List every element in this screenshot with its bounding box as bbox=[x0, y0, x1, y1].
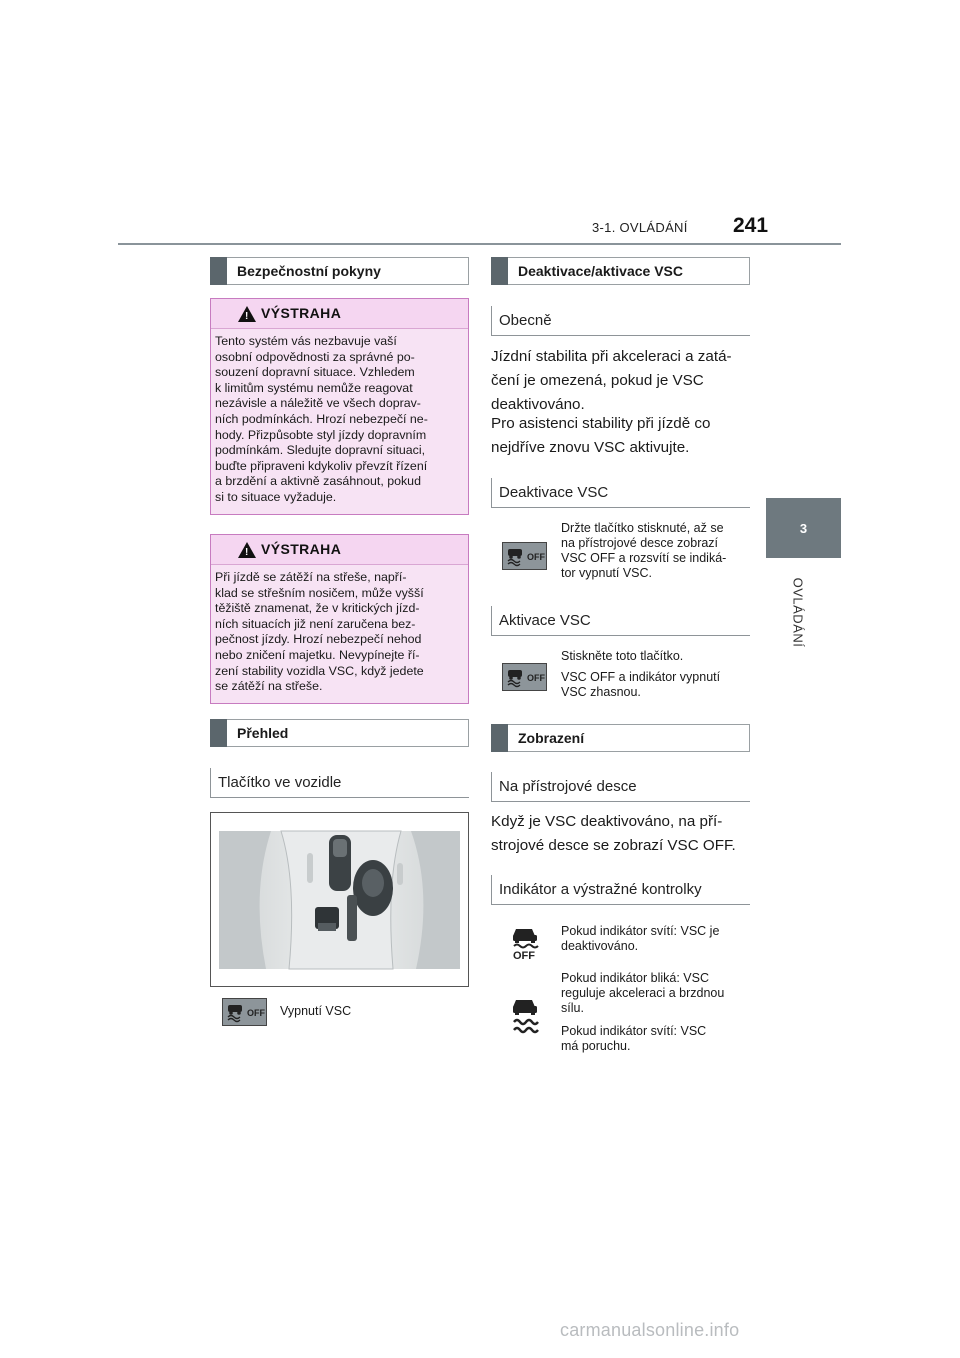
section-deactivation bbox=[491, 257, 750, 285]
section-marker bbox=[491, 724, 508, 752]
warning-title: VÝSTRAHA bbox=[261, 305, 342, 321]
warning-title: VÝSTRAHA bbox=[261, 541, 342, 557]
section-marker bbox=[210, 257, 227, 285]
section-safety bbox=[210, 257, 469, 285]
header-rule bbox=[118, 243, 841, 245]
warning-box-1 bbox=[210, 298, 469, 515]
section-marker bbox=[210, 719, 227, 747]
chapter-number: 3 bbox=[799, 520, 808, 536]
warning-header bbox=[211, 535, 468, 565]
chapter-tab bbox=[766, 498, 841, 558]
section-title: Deaktivace/aktivace VSC bbox=[518, 263, 683, 279]
section-display bbox=[491, 724, 750, 752]
svg-text:OFF: OFF bbox=[247, 1008, 265, 1018]
subsection-title: Indikátor a výstražné kontrolky bbox=[499, 881, 702, 898]
subsection-title: Tlačítko ve vozidle bbox=[218, 774, 342, 791]
subsection-title: Na přístrojové desce bbox=[499, 778, 637, 795]
activate-text-1: Stiskněte toto tlačítko. bbox=[561, 649, 684, 663]
subsection-deactivate bbox=[491, 478, 750, 508]
warning-text: Tento systém vás nezbavuje vaší osobní odpovědnosti za správné po- souzení dopravní situace. Vzhledem k limitům systému nemůže reagovat nezávisle a náležitě ve všech doprav- ních podmínkách. Hrozí nebezpečí ne- hody. Přizpůsobte styl jízdy dopravním podmínkám. Sledujte dopravní situaci, buďte připraveni kdykoliv převzít řízení a brzdění a aktivně zasáhnout, pokud si to situace vyžaduje. bbox=[215, 334, 428, 504]
subsection-title: Deaktivace VSC bbox=[499, 484, 609, 501]
subsection-title: Obecně bbox=[499, 312, 552, 329]
section-title: Bezpečnostní pokyny bbox=[237, 263, 381, 279]
page-number: 241 bbox=[733, 214, 769, 237]
section-header: 3-1. OVLÁDÁNÍ bbox=[592, 220, 688, 235]
activate-text-2: VSC OFF a indikátor vypnutí VSC zhasnou. bbox=[561, 670, 721, 699]
indicator-2-text: Pokud indikátor bliká: VSC reguluje akceleraci a brzdnou sílu. bbox=[561, 971, 725, 1015]
warning-text: Při jízdě se zátěží na střeše, napří- klad se střešním nosičem, může vyšší těžiště znamenat, že v kritických jízd- ních situacích již není zaručena bez- pečnost jízdy. Hrozí nebezpečí nehod nebo zničení majetku. Nevypínejte ří- zení stability vozidla VSC, když jedete se zátěží na střeše. bbox=[215, 570, 424, 694]
subsection-dashboard bbox=[491, 772, 750, 802]
indicator-3-text: Pokud indikátor svítí: VSC má poruchu. bbox=[561, 1024, 707, 1053]
subsection-indicators bbox=[491, 875, 750, 905]
vsc-off-button-icon bbox=[222, 998, 267, 1026]
section-overview bbox=[210, 719, 469, 747]
chapter-label: OVLÁDÁNÍ bbox=[790, 577, 806, 648]
svg-text:OFF: OFF bbox=[527, 552, 545, 562]
vsc-off-button-icon bbox=[502, 542, 547, 570]
chapter-tab-label bbox=[788, 565, 808, 665]
section-title: Zobrazení bbox=[518, 730, 585, 746]
button-caption: Vypnutí VSC bbox=[280, 1004, 352, 1018]
subsection-title: Aktivace VSC bbox=[499, 612, 591, 629]
warning-exclamation: ! bbox=[245, 311, 249, 322]
warning-exclamation: ! bbox=[245, 547, 249, 558]
vsc-off-button-icon bbox=[502, 663, 547, 691]
warning-header bbox=[211, 299, 468, 329]
subsection-button bbox=[210, 768, 469, 798]
section-marker bbox=[491, 257, 508, 285]
center-console-image bbox=[211, 813, 468, 986]
general-text-2: Pro asistenci stability při jízdě co nejdříve znovu VSC aktivujte. bbox=[491, 415, 711, 456]
watermark: carmanualsonline.info bbox=[560, 1320, 740, 1340]
subsection-activate bbox=[491, 606, 750, 636]
indicator-1-text: Pokud indikátor svítí: VSC je deaktivováno. bbox=[561, 924, 720, 953]
general-text: Jízdní stabilita při akceleraci a zatá- čení je omezená, pokud je VSC deaktivováno. bbox=[491, 348, 732, 413]
section-title: Přehled bbox=[237, 725, 289, 741]
warning-box-2 bbox=[210, 534, 469, 704]
svg-text:OFF: OFF bbox=[513, 950, 535, 961]
subsection-general bbox=[491, 306, 750, 336]
vsc-indicator-icon bbox=[510, 998, 540, 1036]
vsc-off-indicator-icon bbox=[510, 925, 540, 961]
dashboard-text: Když je VSC deaktivováno, na pří- strojové desce se zobrazí VSC OFF. bbox=[491, 813, 736, 854]
svg-text:OFF: OFF bbox=[527, 673, 545, 683]
deactivate-text: Držte tlačítko stisknuté, až se na přístrojové desce zobrazí VSC OFF a rozsvítí se indiká- tor vypnutí VSC. bbox=[561, 521, 727, 580]
console-illustration bbox=[210, 812, 469, 987]
